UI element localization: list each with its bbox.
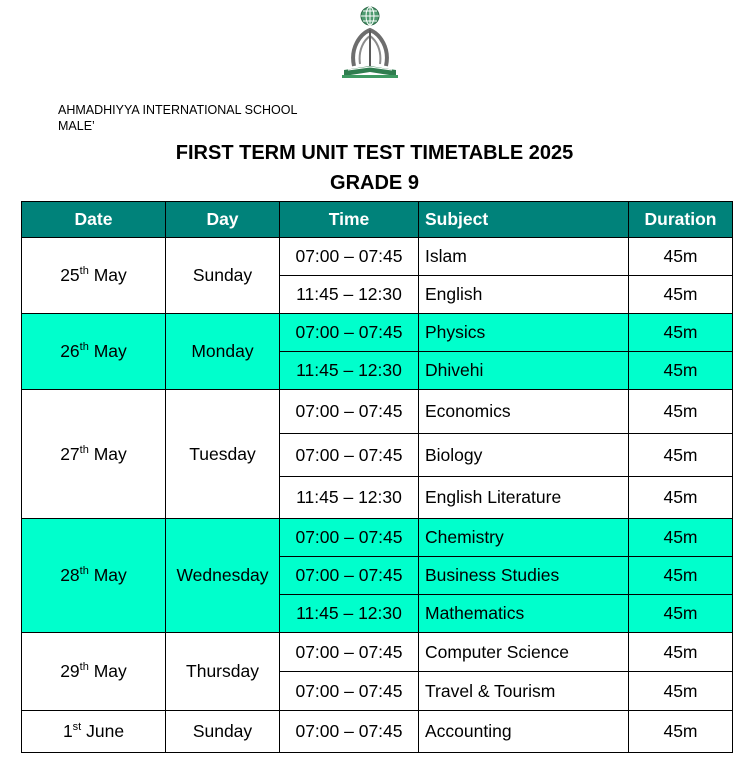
date-suffix: th <box>79 265 89 278</box>
date-month: May <box>93 565 127 585</box>
day-cell: Monday <box>166 314 280 390</box>
time-cell: 07:00 – 07:45 <box>280 672 419 711</box>
date-month: June <box>86 721 125 741</box>
date-number: 1 <box>62 721 73 741</box>
page-title: FIRST TERM UNIT TEST TIMETABLE 2025 <box>175 142 574 164</box>
date-suffix: th <box>79 661 89 674</box>
date-month: May <box>93 265 127 285</box>
table-row <box>22 519 733 557</box>
table-row <box>22 314 733 352</box>
time-cell: 11:45 – 12:30 <box>280 276 419 314</box>
duration-cell: 45m <box>629 390 733 434</box>
day-cell: Sunday <box>166 711 280 753</box>
header-time: Time <box>280 202 419 238</box>
date-month: May <box>93 341 127 361</box>
day-cell: Thursday <box>166 633 280 711</box>
time-cell: 07:00 – 07:45 <box>280 434 419 477</box>
subject-cell: Biology <box>419 434 629 477</box>
duration-cell: 45m <box>629 711 733 753</box>
subject-cell: Accounting <box>419 711 629 753</box>
date-cell <box>22 314 166 390</box>
subject-cell: Computer Science <box>419 633 629 672</box>
date-suffix: th <box>79 341 89 354</box>
day-cell: Tuesday <box>166 390 280 519</box>
date-cell <box>22 519 166 633</box>
subject-cell: Dhivehi <box>419 352 629 390</box>
timetable-body <box>22 238 733 753</box>
duration-cell: 45m <box>629 595 733 633</box>
time-cell: 07:00 – 07:45 <box>280 390 419 434</box>
time-cell: 11:45 – 12:30 <box>280 595 419 633</box>
school-logo-icon <box>336 4 404 80</box>
school-header <box>58 102 297 134</box>
date-suffix: th <box>79 565 89 578</box>
subject-cell: Business Studies <box>419 557 629 595</box>
date-number: 25 <box>60 265 80 285</box>
day-cell: Wednesday <box>166 519 280 633</box>
header-subject: Subject <box>419 202 629 238</box>
duration-cell: 45m <box>629 434 733 477</box>
duration-cell: 45m <box>629 314 733 352</box>
day-cell: Sunday <box>166 238 280 314</box>
school-location: MALE’ <box>58 119 95 133</box>
duration-cell: 45m <box>629 276 733 314</box>
date-number: 29 <box>60 661 80 681</box>
table-header-row <box>22 202 733 238</box>
duration-cell: 45m <box>629 672 733 711</box>
timetable <box>21 201 733 753</box>
subject-cell: Islam <box>419 238 629 276</box>
grade-title: GRADE 9 <box>330 172 419 194</box>
duration-cell: 45m <box>629 633 733 672</box>
header-duration: Duration <box>629 202 733 238</box>
date-cell <box>22 238 166 314</box>
table-row <box>22 390 733 434</box>
time-cell: 07:00 – 07:45 <box>280 314 419 352</box>
subject-cell: Physics <box>419 314 629 352</box>
table-row <box>22 633 733 672</box>
subject-cell: English Literature <box>419 477 629 519</box>
duration-cell: 45m <box>629 519 733 557</box>
date-suffix: st <box>72 721 82 734</box>
header-day: Day <box>166 202 280 238</box>
time-cell: 11:45 – 12:30 <box>280 352 419 390</box>
table-row <box>22 711 733 753</box>
date-cell <box>22 633 166 711</box>
subject-cell: Economics <box>419 390 629 434</box>
duration-cell: 45m <box>629 238 733 276</box>
date-number: 28 <box>60 565 80 585</box>
table-row <box>22 238 733 276</box>
time-cell: 07:00 – 07:45 <box>280 557 419 595</box>
subject-cell: Travel & Tourism <box>419 672 629 711</box>
date-number: 26 <box>60 341 80 361</box>
subject-cell: Mathematics <box>419 595 629 633</box>
time-cell: 07:00 – 07:45 <box>280 633 419 672</box>
duration-cell: 45m <box>629 477 733 519</box>
duration-cell: 45m <box>629 557 733 595</box>
date-month: May <box>93 443 127 464</box>
time-cell: 07:00 – 07:45 <box>280 711 419 753</box>
date-cell <box>22 711 166 753</box>
time-cell: 07:00 – 07:45 <box>280 238 419 276</box>
date-suffix: th <box>79 443 89 456</box>
time-cell: 11:45 – 12:30 <box>280 477 419 519</box>
duration-cell: 45m <box>629 352 733 390</box>
school-name: AHMADHIYYA INTERNATIONAL SCHOOL <box>58 103 298 117</box>
header-date: Date <box>22 202 166 238</box>
time-cell: 07:00 – 07:45 <box>280 519 419 557</box>
date-cell <box>22 390 166 519</box>
subject-cell: English <box>419 276 629 314</box>
subject-cell: Chemistry <box>419 519 629 557</box>
date-month: May <box>93 661 127 681</box>
date-number: 27 <box>60 443 80 464</box>
